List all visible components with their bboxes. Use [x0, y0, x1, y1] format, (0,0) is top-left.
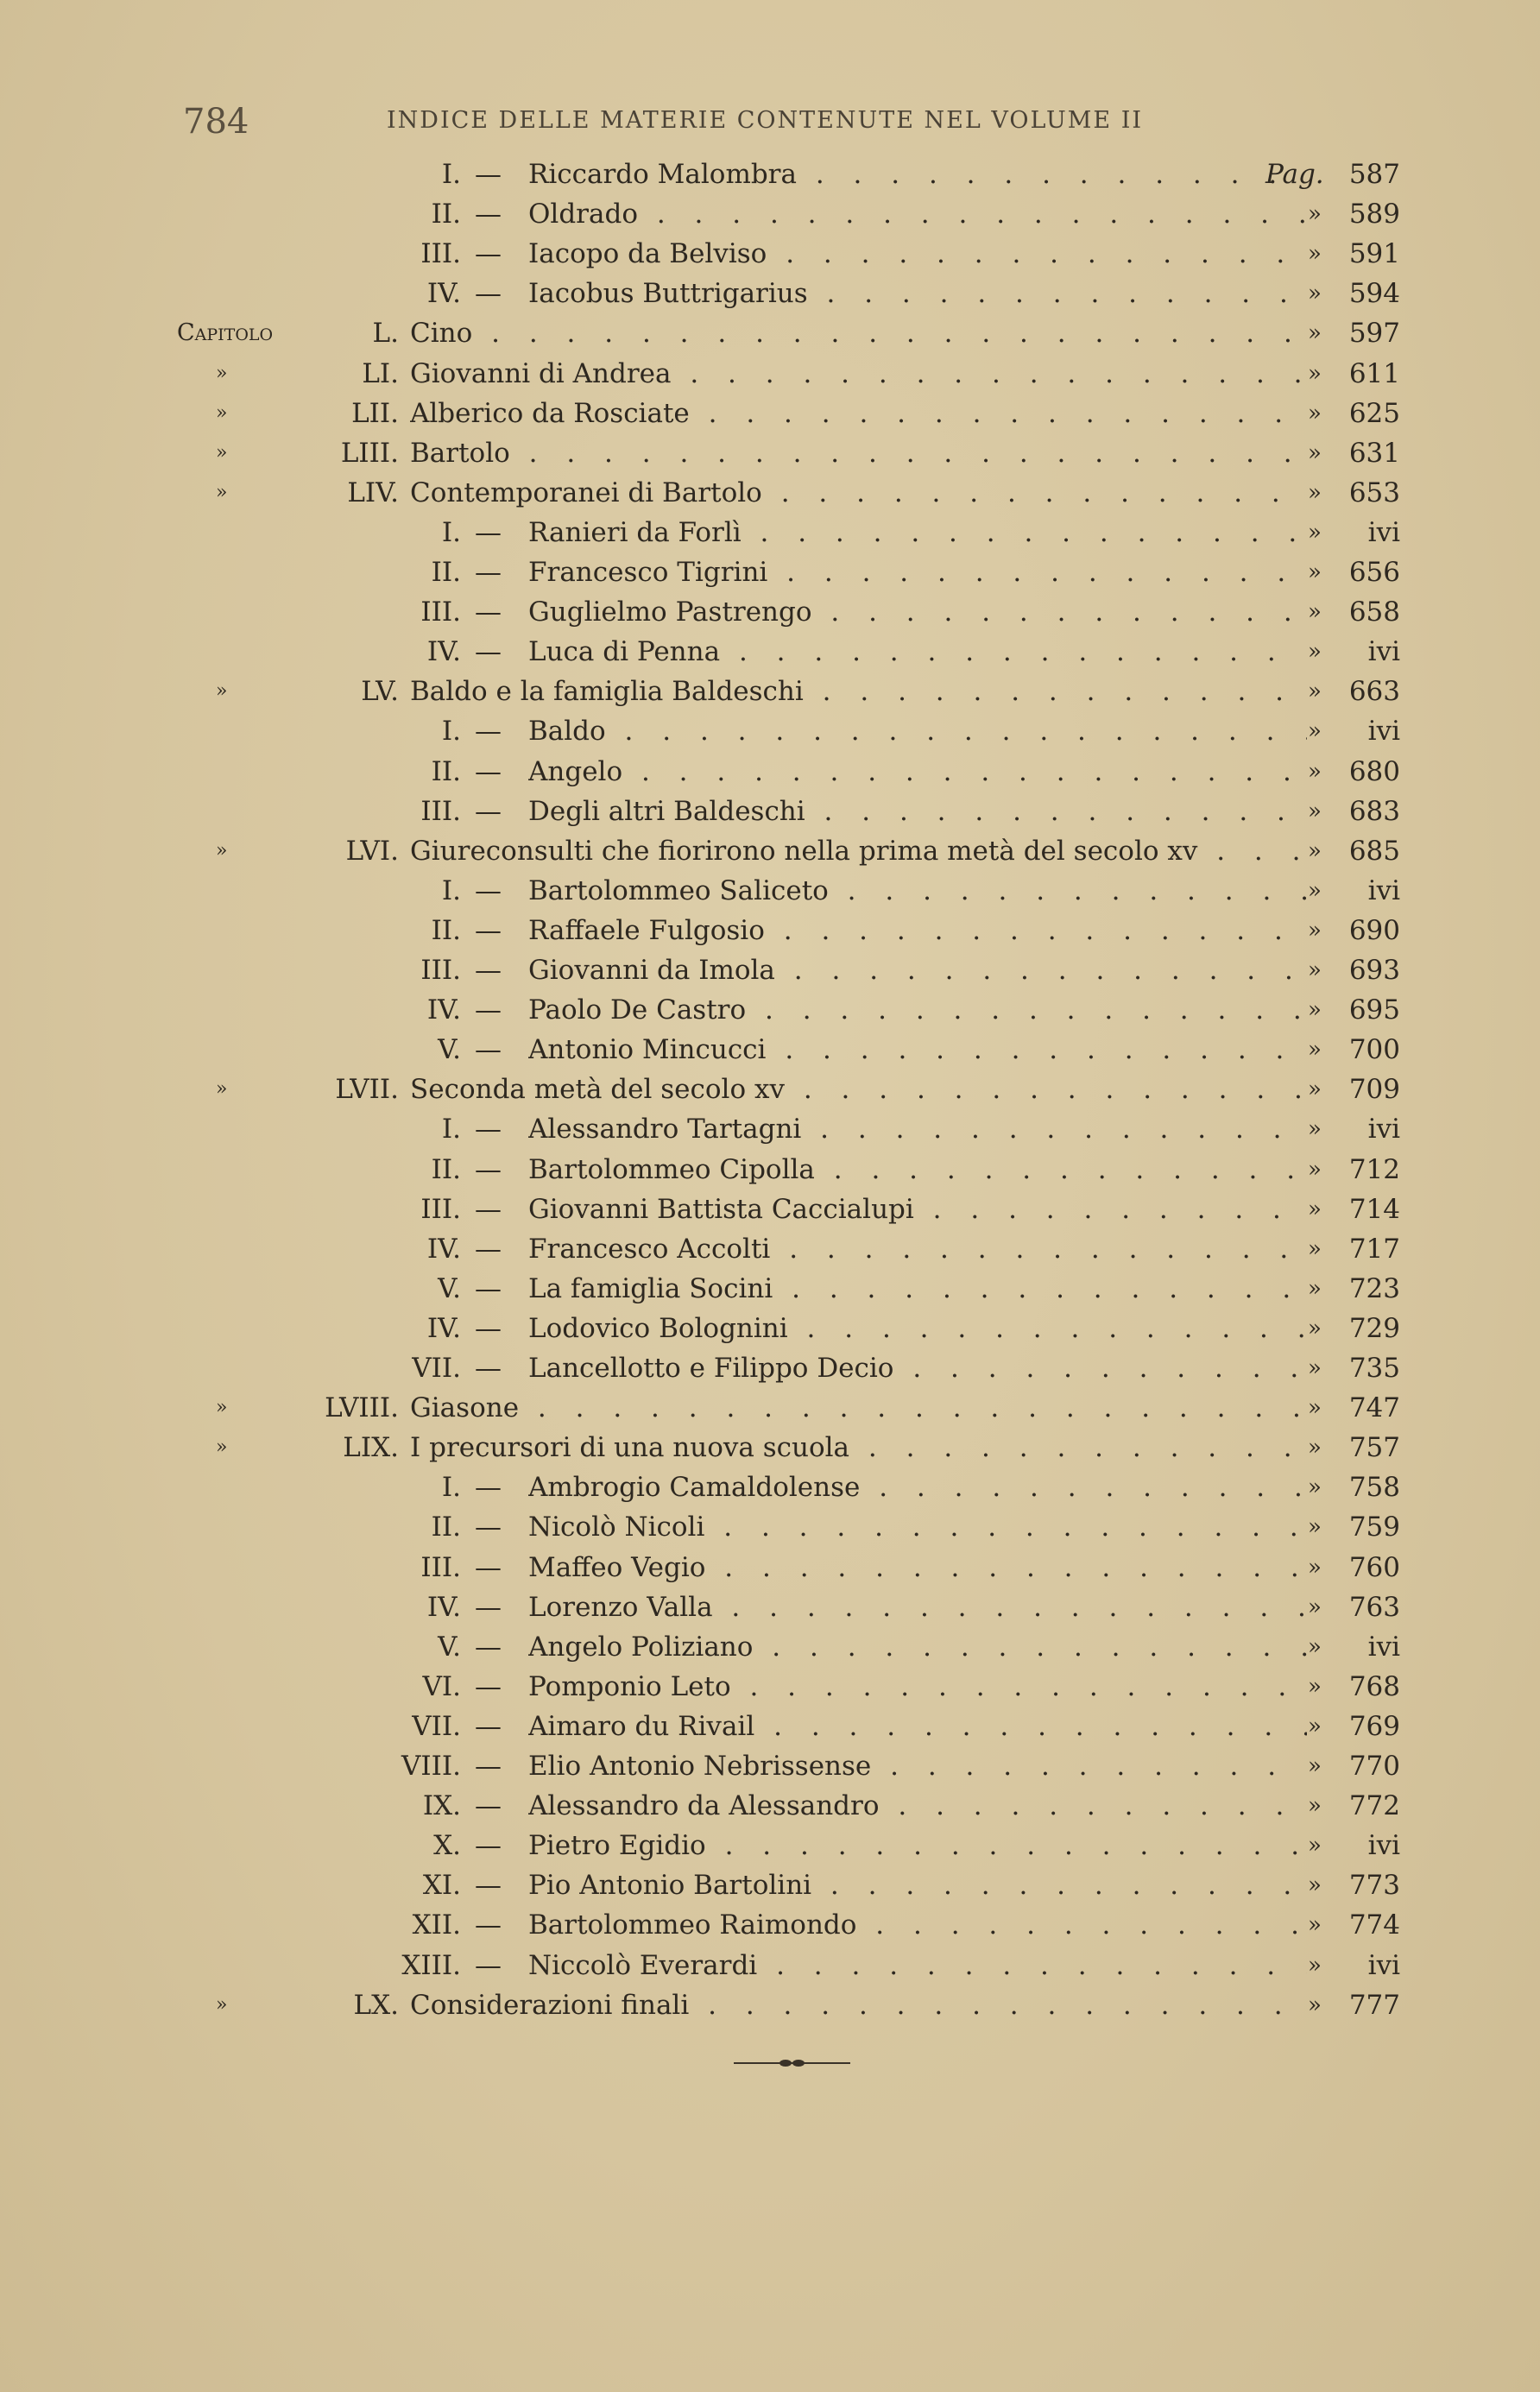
section-number: I. — [441, 716, 461, 748]
chapter-marker: » — [216, 362, 228, 384]
section-number: III. — [420, 1551, 461, 1583]
chapter-marker: » — [216, 401, 228, 424]
entry-title: Ambrogio Camaldolense . . . — [528, 1468, 1307, 1506]
entry-title: Lancellotto e Filippo Decio . . . — [528, 1349, 1307, 1387]
dash-separator: — — [475, 795, 502, 827]
ditto-mark: » — [1308, 599, 1322, 626]
ditto-mark: » — [1308, 917, 1322, 944]
ditto-mark: » — [1308, 1275, 1322, 1302]
ditto-mark: » — [1308, 241, 1322, 268]
section-number: IV. — [426, 636, 461, 668]
dash-separator: — — [475, 596, 502, 628]
page-reference: 685 — [1348, 835, 1400, 867]
page-reference: 747 — [1348, 1392, 1400, 1424]
section-number: II. — [431, 1153, 461, 1185]
section-number: V. — [438, 1034, 461, 1066]
entry-title: Bartolo . . . — [410, 434, 1307, 472]
page-reference: 712 — [1348, 1153, 1400, 1185]
ditto-mark: » — [1308, 1474, 1322, 1501]
section-entry — [0, 1827, 1540, 1865]
dash-separator: — — [475, 636, 502, 668]
section-entry — [0, 1668, 1540, 1706]
page-reference: 591 — [1348, 238, 1400, 270]
page-reference: 611 — [1348, 357, 1400, 389]
section-entry — [0, 1787, 1540, 1825]
section-entry — [0, 1190, 1540, 1228]
ditto-mark: » — [1308, 201, 1322, 228]
entry-title: La famiglia Socini . . . — [528, 1270, 1307, 1308]
ditto-mark: » — [1308, 1435, 1322, 1461]
dash-separator: — — [475, 1790, 502, 1822]
entry-title: Aimaro du Rivail . . . — [528, 1707, 1307, 1745]
entry-title: Bartolommeo Saliceto . . . — [528, 872, 1307, 910]
ditto-mark: » — [1308, 519, 1322, 546]
chapter-marker: » — [216, 481, 228, 503]
chapter-marker: » — [216, 441, 228, 464]
page-reference: 587 — [1348, 159, 1400, 190]
section-entry — [0, 1549, 1540, 1587]
ditto-mark: » — [1308, 1793, 1322, 1820]
section-entry — [0, 872, 1540, 910]
entry-title: Contemporanei di Bartolo . . . — [410, 474, 1307, 512]
section-entry — [0, 1310, 1540, 1347]
page-reference: 763 — [1348, 1591, 1400, 1623]
chapter-entry — [0, 672, 1540, 710]
chapter-number: LII. — [351, 397, 399, 429]
section-entry — [0, 1747, 1540, 1785]
entry-title: Ranieri da Forlì . . . — [528, 514, 1307, 552]
chapter-marker: » — [216, 1078, 228, 1101]
chapter-number: LVI. — [345, 835, 399, 867]
page-reference: ivi — [1367, 1631, 1400, 1663]
dash-separator: — — [475, 1272, 502, 1304]
ditto-mark: » — [1308, 798, 1322, 824]
page-reference: 709 — [1348, 1074, 1400, 1106]
dash-separator: — — [475, 994, 502, 1026]
dash-separator: — — [475, 755, 502, 787]
page-reference: 693 — [1348, 955, 1400, 986]
section-entry — [0, 951, 1540, 989]
page-reference: 759 — [1348, 1512, 1400, 1543]
ditto-mark: » — [1308, 837, 1322, 864]
page-reference: 658 — [1348, 596, 1400, 628]
dash-separator: — — [475, 1710, 502, 1742]
running-title: INDICE DELLE MATERIE CONTENUTE NEL VOLUME II — [387, 107, 1144, 134]
section-number: II. — [431, 755, 461, 787]
entry-title: Paolo De Castro . . . — [528, 991, 1307, 1029]
section-entry — [0, 235, 1540, 273]
page-reference: 768 — [1348, 1670, 1400, 1702]
section-entry — [0, 792, 1540, 830]
entry-title: Pio Antonio Bartolini . . . — [528, 1866, 1307, 1904]
entry-title: Pietro Egidio . . . — [528, 1827, 1307, 1865]
dash-separator: — — [475, 516, 502, 548]
section-entry — [0, 712, 1540, 750]
ditto-mark: » — [1308, 439, 1322, 466]
page-reference: 773 — [1348, 1870, 1400, 1902]
section-number: VII. — [412, 1710, 461, 1742]
page-reference: 695 — [1348, 994, 1400, 1026]
section-number: III. — [420, 238, 461, 270]
dash-separator: — — [475, 557, 502, 588]
ditto-mark: » — [1308, 281, 1322, 307]
ditto-mark: » — [1308, 639, 1322, 666]
chapter-entry — [0, 394, 1540, 432]
section-entry — [0, 1031, 1540, 1069]
page-reference: ivi — [1367, 1114, 1400, 1146]
dash-separator: — — [475, 1670, 502, 1702]
entry-title: Francesco Tigrini . . . — [528, 553, 1307, 591]
section-entry — [0, 195, 1540, 233]
dash-separator: — — [475, 1153, 502, 1185]
entry-title: Alessandro Tartagni . . . — [528, 1110, 1307, 1148]
section-number: III. — [420, 955, 461, 986]
section-number: X. — [433, 1830, 461, 1862]
entry-title: Giureconsulti che fiorirono nella prima metà del secolo xv . . . — [410, 832, 1307, 870]
dash-separator: — — [475, 1193, 502, 1225]
page-reference: 589 — [1348, 199, 1400, 230]
page-reference: ivi — [1367, 716, 1400, 748]
dash-separator: — — [475, 1909, 502, 1941]
section-entry — [0, 1110, 1540, 1148]
dash-separator: — — [475, 1870, 502, 1902]
section-entry — [0, 1707, 1540, 1745]
chapter-entry — [0, 314, 1540, 352]
page-reference: 597 — [1348, 318, 1400, 350]
section-number: VIII. — [401, 1751, 461, 1782]
chapter-marker: » — [216, 680, 228, 703]
ditto-mark: » — [1308, 678, 1322, 705]
ditto-mark: » — [1308, 1673, 1322, 1700]
entry-title: Oldrado . . . — [528, 195, 1307, 233]
entry-title: Angelo . . . — [528, 753, 1307, 791]
entry-title: Lorenzo Valla . . . — [528, 1588, 1307, 1626]
section-entry — [0, 1508, 1540, 1546]
ditto-mark: » — [1308, 1753, 1322, 1779]
section-number: IV. — [426, 1312, 461, 1344]
ditto-mark: » — [1308, 320, 1322, 347]
dash-separator: — — [475, 1312, 502, 1344]
section-number: I. — [441, 1472, 461, 1504]
ditto-mark: » — [1308, 718, 1322, 745]
entry-title: Nicolò Nicoli . . . — [528, 1508, 1307, 1546]
entry-title: Riccardo Malombra . . . — [528, 155, 1307, 193]
chapter-entry — [0, 474, 1540, 512]
page-number: 784 — [183, 102, 249, 142]
section-number: III. — [420, 596, 461, 628]
dash-separator: — — [475, 1512, 502, 1543]
entry-title: Alberico da Rosciate . . . — [410, 394, 1307, 432]
page-reference: 723 — [1348, 1272, 1400, 1304]
entry-title: Seconda metà del secolo xv . . . — [410, 1070, 1307, 1108]
section-number: XIII. — [401, 1949, 461, 1981]
page-reference: 700 — [1348, 1034, 1400, 1066]
dash-separator: — — [475, 1353, 502, 1384]
ditto-mark: » — [1308, 1196, 1322, 1222]
entry-title: Baldo . . . — [528, 712, 1307, 750]
section-entry — [0, 553, 1540, 591]
page-label: Pag. — [1265, 159, 1324, 190]
entry-title: Alessandro da Alessandro . . . — [528, 1787, 1307, 1825]
entry-title: Luca di Penna . . . — [528, 633, 1307, 671]
page-reference: ivi — [1367, 1830, 1400, 1862]
chapter-number: LX. — [353, 1989, 399, 2021]
chapter-number: LIX. — [343, 1432, 399, 1464]
page-reference: 680 — [1348, 755, 1400, 787]
entry-title: I precursori di una nuova scuola . . . — [410, 1429, 1307, 1467]
ditto-mark: » — [1308, 1076, 1322, 1103]
section-number: XI. — [422, 1870, 461, 1902]
page-reference: 653 — [1348, 477, 1400, 508]
section-entry — [0, 1349, 1540, 1387]
section-number: IV. — [426, 1233, 461, 1265]
ditto-mark: » — [1308, 1156, 1322, 1183]
dash-separator: — — [475, 1114, 502, 1146]
dash-separator: — — [475, 199, 502, 230]
entry-title: Giasone . . . — [410, 1389, 1307, 1427]
chapter-entry — [0, 832, 1540, 870]
section-number: I. — [441, 159, 461, 190]
page-reference: 758 — [1348, 1472, 1400, 1504]
page-reference: ivi — [1367, 1949, 1400, 1981]
entry-title: Antonio Mincucci . . . — [528, 1031, 1307, 1069]
chapter-marker: Capitolo — [177, 319, 274, 347]
section-entry — [0, 1906, 1540, 1944]
ditto-mark: » — [1308, 1037, 1322, 1063]
page-reference: ivi — [1367, 516, 1400, 548]
entry-title: Niccolò Everardi . . . — [528, 1947, 1307, 1985]
entry-title: Baldo e la famiglia Baldeschi . . . — [410, 672, 1307, 710]
chapter-entry — [0, 1070, 1540, 1108]
chapter-entry — [0, 1389, 1540, 1427]
section-entry — [0, 1588, 1540, 1626]
dash-separator: — — [475, 716, 502, 748]
page-reference: 735 — [1348, 1353, 1400, 1384]
ditto-mark: » — [1308, 758, 1322, 785]
chapter-number: LIII. — [340, 437, 399, 469]
ditto-mark: » — [1308, 1912, 1322, 1939]
ditto-mark: » — [1308, 957, 1322, 983]
ditto-mark: » — [1308, 1872, 1322, 1899]
entry-title: Francesco Accolti . . . — [528, 1230, 1307, 1268]
ditto-mark: » — [1308, 479, 1322, 506]
section-entry — [0, 1270, 1540, 1308]
chapter-entry — [0, 355, 1540, 393]
entry-title: Elio Antonio Nebrissense . . . — [528, 1747, 1307, 1785]
entry-title: Pomponio Leto . . . — [528, 1668, 1307, 1706]
ditto-mark: » — [1308, 1315, 1322, 1341]
page-reference: 594 — [1348, 278, 1400, 310]
page-reference: 760 — [1348, 1551, 1400, 1583]
chapter-marker: » — [216, 1993, 228, 2016]
section-number: XII. — [412, 1909, 461, 1941]
dash-separator: — — [475, 1233, 502, 1265]
page-reference: ivi — [1367, 636, 1400, 668]
chapter-number: LVIII. — [325, 1392, 399, 1424]
section-entry — [0, 155, 1540, 193]
section-entry — [0, 633, 1540, 671]
page-reference: ivi — [1367, 874, 1400, 906]
page-reference: 714 — [1348, 1193, 1400, 1225]
chapter-entry — [0, 1986, 1540, 2024]
section-entry — [0, 1468, 1540, 1506]
entry-title: Giovanni Battista Caccialupi . . . — [528, 1190, 1307, 1228]
entry-title: Considerazioni finali . . . — [410, 1986, 1307, 2024]
ditto-mark: » — [1308, 1952, 1322, 1979]
chapter-number: LVII. — [335, 1074, 399, 1106]
section-entry — [0, 1947, 1540, 1985]
entry-title: Degli altri Baldeschi . . . — [528, 792, 1307, 830]
dash-separator: — — [475, 914, 502, 946]
page-reference: 729 — [1348, 1312, 1400, 1344]
ditto-mark: » — [1308, 1514, 1322, 1541]
page-reference: 772 — [1348, 1790, 1400, 1822]
page-reference: 683 — [1348, 795, 1400, 827]
dash-separator: — — [475, 278, 502, 310]
section-entry — [0, 753, 1540, 791]
chapter-number: LV. — [361, 676, 399, 708]
section-number: IV. — [426, 1591, 461, 1623]
section-entry — [0, 593, 1540, 631]
ditto-mark: » — [1308, 559, 1322, 585]
chapter-number: LIV. — [347, 477, 399, 508]
entry-title: Cino . . . — [410, 314, 1307, 352]
page-reference: 663 — [1348, 676, 1400, 708]
section-entry — [0, 1151, 1540, 1189]
section-entry — [0, 991, 1540, 1029]
section-entry — [0, 1230, 1540, 1268]
ditto-mark: » — [1308, 1554, 1322, 1581]
section-entry — [0, 275, 1540, 312]
ditto-mark: » — [1308, 877, 1322, 904]
section-number: IV. — [426, 994, 461, 1026]
ditto-mark: » — [1308, 1833, 1322, 1859]
entry-title: Angelo Poliziano . . . — [528, 1628, 1307, 1666]
dash-separator: — — [475, 1631, 502, 1663]
ditto-mark: » — [1308, 1395, 1322, 1422]
page-reference: 777 — [1348, 1989, 1400, 2021]
page-reference: 769 — [1348, 1710, 1400, 1742]
entry-title: Raffaele Fulgosio . . . — [528, 912, 1307, 950]
ditto-mark: » — [1308, 1991, 1322, 2018]
ditto-mark: » — [1308, 1713, 1322, 1739]
page-reference: 774 — [1348, 1909, 1400, 1941]
chapter-number: L. — [372, 318, 399, 350]
section-number: II. — [431, 557, 461, 588]
section-entry — [0, 514, 1540, 552]
page-reference: 690 — [1348, 914, 1400, 946]
ditto-mark: » — [1308, 1594, 1322, 1620]
entry-title: Giovanni da Imola . . . — [528, 951, 1307, 989]
section-entry — [0, 1628, 1540, 1666]
dash-separator: — — [475, 1591, 502, 1623]
entry-title: Maffeo Vegio . . . — [528, 1549, 1307, 1587]
dash-separator: — — [475, 1751, 502, 1782]
ditto-mark: » — [1308, 360, 1322, 387]
section-number: I. — [441, 1114, 461, 1146]
section-number: II. — [431, 914, 461, 946]
page-reference: 757 — [1348, 1432, 1400, 1464]
ditto-mark: » — [1308, 400, 1322, 426]
chapter-entry — [0, 434, 1540, 472]
section-entry — [0, 1866, 1540, 1904]
section-number: III. — [420, 795, 461, 827]
chapter-number: LI. — [362, 357, 399, 389]
section-number: IX. — [422, 1790, 461, 1822]
page-reference: 631 — [1348, 437, 1400, 469]
section-number: II. — [431, 1512, 461, 1543]
entry-title: Guglielmo Pastrengo . . . — [528, 593, 1307, 631]
section-number: I. — [441, 874, 461, 906]
page-reference: 625 — [1348, 397, 1400, 429]
page-reference: 656 — [1348, 557, 1400, 588]
ditto-mark: » — [1308, 1355, 1322, 1381]
section-entry — [0, 912, 1540, 950]
section-number: V. — [438, 1272, 461, 1304]
entry-title: Giovanni di Andrea . . . — [410, 355, 1307, 393]
ditto-mark: » — [1308, 997, 1322, 1024]
entry-title: Bartolommeo Cipolla . . . — [528, 1151, 1307, 1189]
dash-separator: — — [475, 238, 502, 270]
dash-separator: — — [475, 874, 502, 906]
ditto-mark: » — [1308, 1633, 1322, 1660]
dash-separator: — — [475, 1949, 502, 1981]
page-reference: 770 — [1348, 1751, 1400, 1782]
section-number: VI. — [422, 1670, 461, 1702]
section-number: IV. — [426, 278, 461, 310]
page-reference: 717 — [1348, 1233, 1400, 1265]
section-number: III. — [420, 1193, 461, 1225]
chapter-marker: » — [216, 1436, 228, 1459]
dash-separator: — — [475, 159, 502, 190]
chapter-entry — [0, 1429, 1540, 1467]
dash-separator: — — [475, 1830, 502, 1862]
entry-title: Iacobus Buttrigarius . . . — [528, 275, 1307, 312]
dash-separator: — — [475, 1551, 502, 1583]
chapter-marker: » — [216, 839, 228, 861]
chapter-marker: » — [216, 1397, 228, 1419]
dash-separator: — — [475, 1034, 502, 1066]
entry-title: Iacopo da Belviso . . . — [528, 235, 1307, 273]
section-number: V. — [438, 1631, 461, 1663]
ditto-mark: » — [1308, 1235, 1322, 1262]
section-number: II. — [431, 199, 461, 230]
entry-title: Lodovico Bolognini . . . — [528, 1310, 1307, 1347]
ornament-divider — [734, 2058, 850, 2068]
dash-separator: — — [475, 955, 502, 986]
section-number: I. — [441, 516, 461, 548]
entry-title: Bartolommeo Raimondo . . . — [528, 1906, 1307, 1944]
dash-separator: — — [475, 1472, 502, 1504]
ditto-mark: » — [1308, 1116, 1322, 1143]
section-number: VII. — [412, 1353, 461, 1384]
